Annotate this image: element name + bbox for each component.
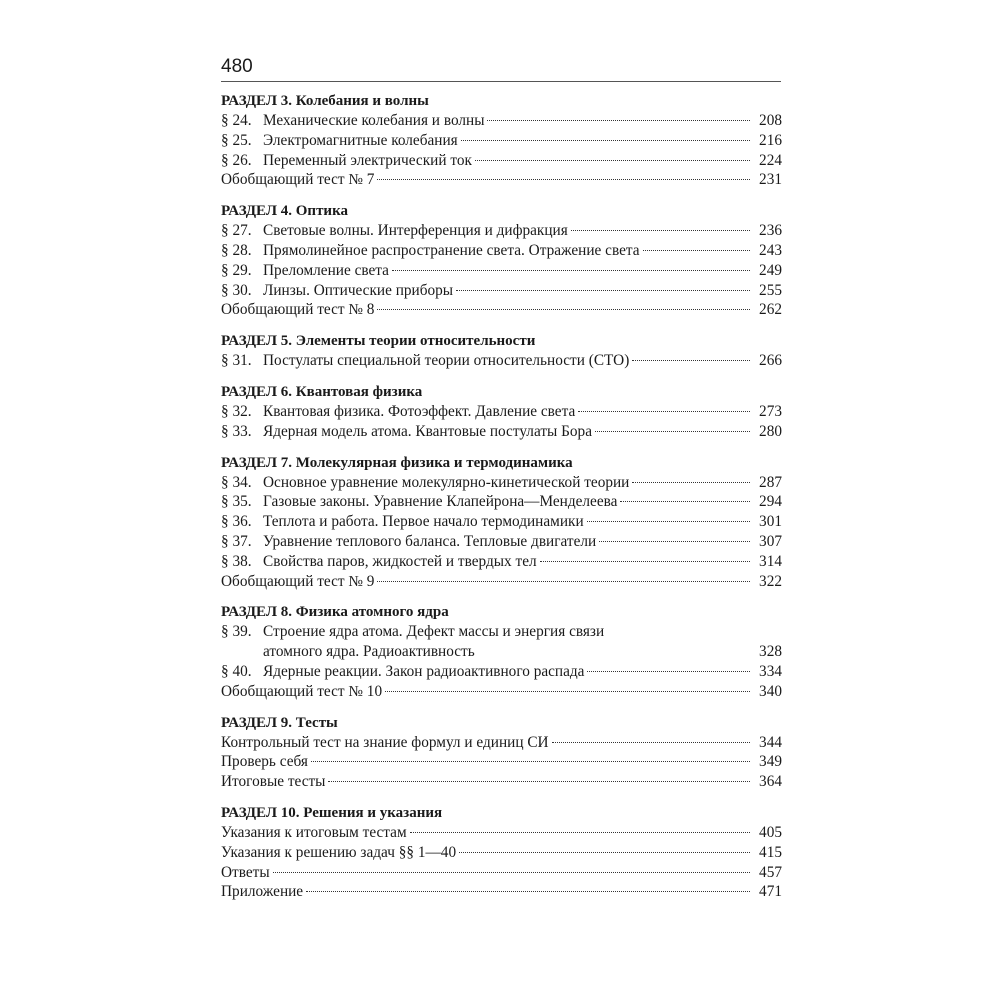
dot-leader bbox=[311, 761, 750, 762]
dot-leader bbox=[456, 290, 750, 291]
entry-number: § 24. bbox=[221, 112, 252, 129]
dot-leader bbox=[540, 561, 750, 562]
entry-number: § 25. bbox=[221, 131, 252, 149]
entry-title: Ядерная модель атома. Квантовые постулаты Бора bbox=[263, 422, 592, 440]
entry-page: 243 bbox=[759, 241, 782, 259]
toc-entry bbox=[221, 622, 782, 642]
entry-number: § 28. bbox=[221, 241, 252, 259]
dot-leader bbox=[552, 742, 750, 743]
section-title: РАЗДЕЛ 10. Решения и указания bbox=[221, 804, 443, 821]
dot-leader bbox=[632, 360, 750, 361]
entry-number: § 27. bbox=[221, 222, 252, 240]
entry-page: 364 bbox=[759, 773, 782, 791]
toc-entry bbox=[221, 151, 782, 171]
entry-number: § 36. bbox=[221, 513, 252, 531]
entry-number: § 37. bbox=[221, 532, 252, 550]
entry-number: § 29. bbox=[221, 261, 252, 279]
entry-page: 471 bbox=[759, 883, 782, 901]
toc-entry bbox=[221, 111, 782, 131]
entry-title: Свойства паров, жидкостей и твердых тел bbox=[263, 552, 537, 570]
entry-title: Переменный электрический ток bbox=[263, 151, 472, 169]
toc-entry bbox=[221, 863, 782, 883]
entry-title: Ответы bbox=[221, 863, 270, 881]
entry-title: Прямолинейное распространение света. Отражение света bbox=[263, 241, 640, 259]
entry-title: Обобщающий тест № 7 bbox=[221, 171, 375, 189]
page-number: 480 bbox=[221, 56, 253, 77]
toc-entry-continuation bbox=[221, 642, 782, 662]
dot-leader bbox=[377, 309, 750, 310]
toc-entry bbox=[221, 402, 782, 422]
entry-number: § 31. bbox=[221, 352, 252, 370]
entry-number: § 33. bbox=[221, 422, 252, 440]
dot-leader bbox=[306, 891, 750, 892]
section-title: РАЗДЕЛ 3. Колебания и волны bbox=[221, 93, 429, 109]
section-title: РАЗДЕЛ 8. Физика атомного ядра bbox=[221, 604, 449, 621]
entry-page: 208 bbox=[759, 112, 782, 129]
section-title: РАЗДЕЛ 9. Тесты bbox=[221, 714, 338, 731]
dot-leader bbox=[620, 501, 750, 502]
entry-number: § 30. bbox=[221, 281, 252, 299]
toc-entry bbox=[221, 492, 782, 512]
dot-leader bbox=[599, 541, 750, 542]
dot-leader bbox=[461, 140, 750, 141]
entry-title: Контрольный тест на знание формул и единиц СИ bbox=[221, 733, 549, 751]
toc-entry bbox=[221, 281, 782, 301]
entry-page: 415 bbox=[759, 843, 782, 861]
entry-page: 314 bbox=[759, 552, 782, 570]
section-title: РАЗДЕЛ 6. Квантовая физика bbox=[221, 383, 423, 400]
toc-entry bbox=[221, 422, 782, 442]
dot-leader bbox=[377, 581, 750, 582]
entry-title: Обобщающий тест № 10 bbox=[221, 682, 383, 700]
toc-entry bbox=[221, 662, 782, 682]
entry-page: 255 bbox=[759, 281, 782, 299]
entry-page: 349 bbox=[759, 753, 782, 771]
dot-leader bbox=[385, 691, 750, 692]
entry-title: Преломление света bbox=[263, 261, 389, 279]
entry-title: Световые волны. Интерференция и дифракция bbox=[263, 222, 568, 240]
toc-entry bbox=[221, 300, 782, 320]
toc-entry bbox=[221, 170, 782, 190]
entry-page: 344 bbox=[759, 733, 782, 751]
entry-page: 216 bbox=[759, 131, 782, 149]
entry-number: § 40. bbox=[221, 662, 252, 680]
entry-page: 231 bbox=[759, 171, 782, 189]
toc-entry bbox=[221, 131, 782, 151]
toc-section bbox=[221, 603, 782, 701]
dot-leader bbox=[578, 411, 750, 412]
dot-leader bbox=[595, 431, 750, 432]
toc-section bbox=[221, 202, 782, 320]
toc-section bbox=[221, 804, 782, 902]
entry-page: 262 bbox=[759, 301, 782, 319]
entry-title: Электромагнитные колебания bbox=[263, 131, 458, 149]
toc-entry bbox=[221, 241, 782, 261]
entry-page: 457 bbox=[759, 863, 782, 881]
dot-leader bbox=[377, 179, 750, 180]
dot-leader bbox=[475, 160, 750, 161]
entry-title: Механические колебания и волны bbox=[263, 112, 485, 129]
toc-section bbox=[221, 383, 782, 442]
section-title: РАЗДЕЛ 5. Элементы теории относительности bbox=[221, 333, 536, 350]
toc-entry bbox=[221, 221, 782, 241]
toc-entry bbox=[221, 512, 782, 532]
entry-title: Постулаты специальной теории относительности (СТО) bbox=[263, 352, 630, 370]
entry-page: 307 bbox=[759, 532, 782, 550]
toc-section bbox=[221, 714, 782, 792]
entry-page: 405 bbox=[759, 823, 782, 841]
toc-section bbox=[221, 92, 782, 190]
entry-number: § 26. bbox=[221, 151, 252, 169]
dot-leader bbox=[587, 521, 750, 522]
toc-entry bbox=[221, 823, 782, 843]
toc-entry bbox=[221, 752, 782, 772]
toc-entry bbox=[221, 882, 782, 902]
entry-page: 328 bbox=[759, 643, 782, 661]
toc-section bbox=[221, 454, 782, 592]
entry-page: 273 bbox=[759, 402, 782, 420]
header-rule bbox=[221, 81, 781, 82]
entry-title: Ядерные реакции. Закон радиоактивного распада bbox=[263, 662, 585, 680]
dot-leader bbox=[410, 832, 750, 833]
entry-title: Приложение bbox=[221, 883, 304, 901]
entry-title-continuation: атомного ядра. Радиоактивность bbox=[263, 643, 475, 661]
toc-entry bbox=[221, 733, 782, 753]
entry-page: 301 bbox=[759, 513, 782, 531]
entry-title: Итоговые тесты bbox=[221, 773, 326, 791]
entry-number: § 39. bbox=[221, 623, 252, 641]
toc-entry bbox=[221, 473, 782, 493]
toc-entry bbox=[221, 572, 782, 592]
entry-page: 334 bbox=[759, 662, 782, 680]
entry-title: Обобщающий тест № 9 bbox=[221, 572, 375, 590]
dot-leader bbox=[328, 781, 750, 782]
section-title: РАЗДЕЛ 7. Молекулярная физика и термодинамика bbox=[221, 454, 573, 471]
entry-title: Указания к итоговым тестам bbox=[221, 823, 407, 841]
entry-title: Газовые законы. Уравнение Клапейрона—Менделеева bbox=[263, 493, 618, 511]
entry-page: 340 bbox=[759, 682, 782, 700]
entry-title: Квантовая физика. Фотоэффект. Давление света bbox=[263, 402, 576, 420]
toc-entry bbox=[221, 261, 782, 281]
toc-entry bbox=[221, 682, 782, 702]
entry-number: § 34. bbox=[221, 473, 252, 491]
entry-title: Обобщающий тест № 8 bbox=[221, 301, 375, 319]
entry-page: 287 bbox=[759, 473, 782, 491]
toc-section bbox=[221, 332, 782, 371]
dot-leader bbox=[459, 852, 750, 853]
entry-title: Уравнение теплового баланса. Тепловые двигатели bbox=[263, 532, 597, 550]
entry-page: 224 bbox=[759, 151, 782, 169]
entry-number: § 38. bbox=[221, 552, 252, 570]
dot-leader bbox=[487, 120, 750, 121]
entry-number: § 35. bbox=[221, 493, 252, 511]
entry-number: § 32. bbox=[221, 402, 252, 420]
entry-title: Теплота и работа. Первое начало термодинамики bbox=[263, 513, 584, 531]
toc-entry bbox=[221, 351, 782, 371]
entry-title: Основное уравнение молекулярно-кинетической теории bbox=[263, 473, 630, 491]
dot-leader bbox=[571, 230, 750, 231]
dot-leader bbox=[587, 671, 750, 672]
toc-entry bbox=[221, 552, 782, 572]
dot-leader bbox=[273, 872, 750, 873]
toc-entry bbox=[221, 772, 782, 792]
table-of-contents bbox=[221, 92, 782, 914]
entry-title: Линзы. Оптические приборы bbox=[263, 281, 454, 299]
dot-leader bbox=[632, 482, 750, 483]
entry-page: 280 bbox=[759, 422, 782, 440]
entry-page: 294 bbox=[759, 493, 782, 511]
entry-page: 266 bbox=[759, 352, 782, 370]
section-title: РАЗДЕЛ 4. Оптика bbox=[221, 203, 348, 220]
toc-entry bbox=[221, 843, 782, 863]
entry-title: Проверь себя bbox=[221, 753, 308, 771]
entry-page: 249 bbox=[759, 261, 782, 279]
dot-leader bbox=[643, 250, 750, 251]
toc-entry bbox=[221, 532, 782, 552]
entry-page: 236 bbox=[759, 222, 782, 240]
entry-title: Указания к решению задач §§ 1—40 bbox=[221, 843, 457, 861]
entry-title: Строение ядра атома. Дефект массы и энергия связи bbox=[263, 623, 605, 641]
dot-leader bbox=[392, 270, 750, 271]
entry-page: 322 bbox=[759, 572, 782, 590]
